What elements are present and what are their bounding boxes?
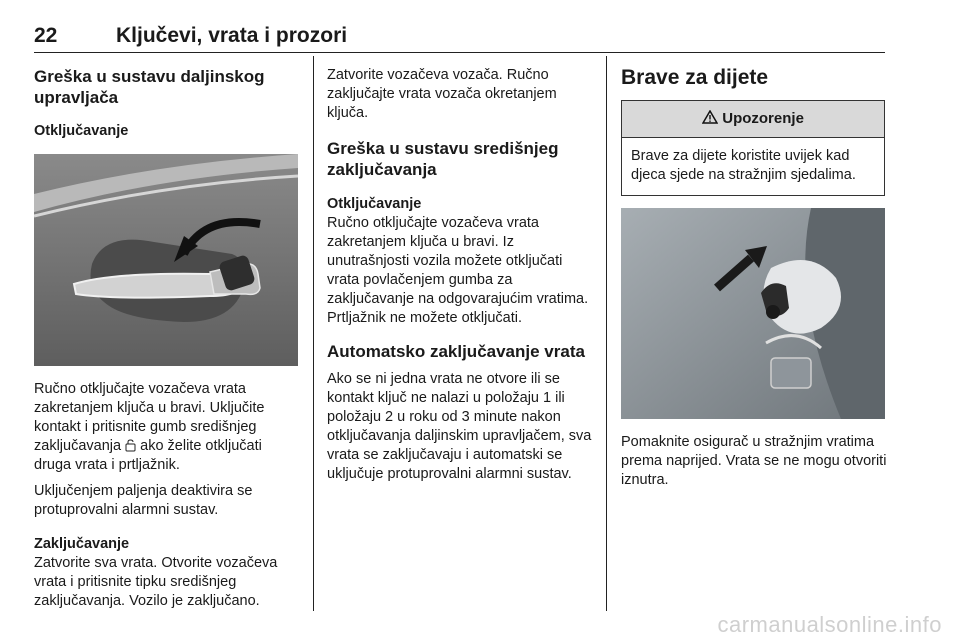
section-heading: Brave za dijete <box>621 66 769 89</box>
paragraph: Ako se ni jedna vrata ne otvore ili se kontakt ključ ne nalazi u položaju 1 ili položaju 2 u roku od 3 minute nakon otključavanja daljinskim upravljačem, sva vrata se zaključavaju i automatski se uključuje protuprovalni alarmni sustav. <box>327 371 592 482</box>
child-lock-photo <box>621 208 885 419</box>
column-divider <box>606 56 607 611</box>
watermark: carmanualsonline.info <box>717 612 942 637</box>
paragraph: Zatvorite vozačeva vozača. Ručno zaključajte vrata vozača okretanjem ključa. <box>327 67 557 121</box>
paragraph: Ručno otključajte vozačeva vrata zakretanjem ključa u bravi. Iz unutrašnjosti vozila možete otključati vrata povlačenjem gumba za zaključavanje na odgovarajućim vratima. Prtljažnik ne možete otključati. <box>327 215 589 326</box>
paragraph: Ručno otključajte vozačeva vrata zakretanjem ključa u bravi. Uključite kontakt i pritisnite gumb središnjeg zaključavanja ako želite otključati druga vrata i prtljažnik. <box>34 381 265 473</box>
chapter-title: Ključevi, vrata i prozori <box>116 24 348 47</box>
central-lock-icon <box>125 439 136 452</box>
section-heading: Greška u sustavu daljinskog upravljača <box>34 67 265 107</box>
warning-text: Brave za dijete koristite uvijek kad djeca sjede na stražnjim sjedalima. <box>631 148 856 183</box>
paragraph: Pomaknite osigurač u stražnjim vratima prema naprijed. Vrata se ne mogu otvoriti iznutra. <box>621 434 887 488</box>
warning-box <box>621 100 885 196</box>
paragraph: Zatvorite sva vrata. Otvorite vozačeva vrata i pritisnite tipku središnjeg zaključavanja. Vozilo je zaključano. <box>34 555 278 609</box>
warning-header <box>622 101 884 138</box>
paragraph: Uključenjem paljenja deaktivira se protuprovalni alarmni sustav. <box>34 483 253 518</box>
column-left <box>34 56 300 611</box>
section-heading: Greška u sustavu središnjeg zaključavanja <box>327 139 559 179</box>
subheading: Otključavanje <box>34 123 129 139</box>
column-right <box>621 56 887 490</box>
column-divider <box>313 56 314 611</box>
section-heading: Automatsko zaključavanje vrata <box>327 342 585 361</box>
subheading: Zaključavanje <box>34 536 130 552</box>
page-number: 22 <box>34 24 58 47</box>
column-middle <box>327 56 595 484</box>
door-handle-photo <box>34 154 298 366</box>
warning-triangle-icon <box>702 110 718 124</box>
page-header <box>34 24 885 53</box>
subheading: Otključavanje <box>327 196 422 212</box>
warning-title: Upozorenje <box>722 110 804 127</box>
